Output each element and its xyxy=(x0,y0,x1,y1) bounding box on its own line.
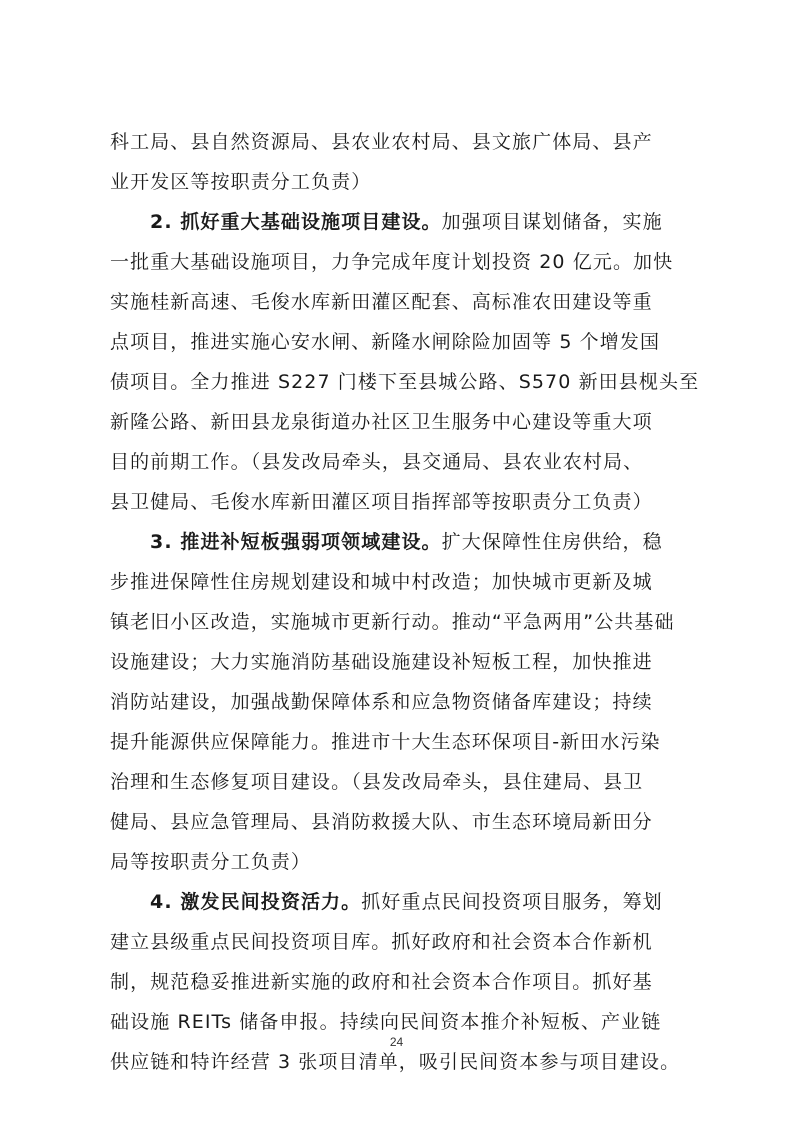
text-line: 实施桂新高速、毛俊水库新田灌区配套、高标准农田建设等重 xyxy=(110,291,653,313)
text-line: 科工局、县自然资源局、县农业农村局、县文旅广体局、县产 xyxy=(110,131,653,153)
section-heading: 4. 激发民间投资活力。 xyxy=(150,891,362,913)
text-line: 设施建设；大力实施消防基础设施建设补短板工程，加快推进 xyxy=(110,651,653,673)
text-line: 新隆公路、新田县龙泉街道办社区卫生服务中心建设等重大项 xyxy=(110,411,653,433)
text-line: 步推进保障性住房规划建设和城中村改造；加快城市更新及城 xyxy=(110,571,653,593)
text-line: 提升能源供应保障能力。推进市十大生态环保项目-新田水污染 xyxy=(110,731,661,753)
text-line: 点项目，推进实施心安水闸、新隆水闸除险加固等 5 个增发国 xyxy=(110,331,661,353)
section-heading: 2. 抓好重大基础设施项目建设。 xyxy=(150,211,442,233)
text-line: 一批重大基础设施项目，力争完成年度计划投资 20 亿元。加快 xyxy=(110,251,674,273)
text-line: 镇老旧小区改造，实施城市更新行动。推动“平急两用”公共基础 xyxy=(110,611,675,633)
text-line: 供应链和特许经营 3 张项目清单，吸引民间资本参与项目建设。 xyxy=(110,1051,681,1073)
text-line: 健局、县应急管理局、县消防救援大队、市生态环境局新田分 xyxy=(110,811,653,833)
text-line: 县卫健局、毛俊水库新田灌区项目指挥部等按职责分工负责） xyxy=(110,491,653,513)
section-heading-line: 4. 激发民间投资活力。抓好重点民间投资项目服务，筹划 xyxy=(150,891,663,913)
section-heading-line: 3. 推进补短板强弱项领域建设。扩大保障性住房供给，稳 xyxy=(150,531,663,553)
text-line: 制，规范稳妥推进新实施的政府和社会资本合作项目。抓好基 xyxy=(110,971,653,993)
text-line: 业开发区等按职责分工负责） xyxy=(110,171,372,193)
text-line: 局等按职责分工负责） xyxy=(110,851,312,873)
section-heading: 3. 推进补短板强弱项领域建设。 xyxy=(150,531,442,553)
text-line: 建立县级重点民间投资项目库。抓好政府和社会资本合作新机 xyxy=(110,931,653,953)
text-line: 债项目。全力推进 S227 门楼下至县城公路、S570 新田县枧头至 xyxy=(110,371,700,393)
section-heading-line: 2. 抓好重大基础设施项目建设。加强项目谋划储备，实施 xyxy=(150,211,663,233)
text-line: 目的前期工作。（县发改局牵头，县交通局、县农业农村局、 xyxy=(110,451,644,473)
text-line: 础设施 REITs 储备申报。持续向民间资本推介补短板、产业链 xyxy=(110,1011,662,1033)
text-line: 消防站建设，加强战勤保障体系和应急物资储备库建设；持续 xyxy=(110,691,653,713)
page-number: 24 xyxy=(389,1035,404,1049)
body-text xyxy=(110,122,700,1082)
text-line: 治理和生态修复项目建设。（县发改局牵头，县住建局、县卫 xyxy=(110,771,644,793)
